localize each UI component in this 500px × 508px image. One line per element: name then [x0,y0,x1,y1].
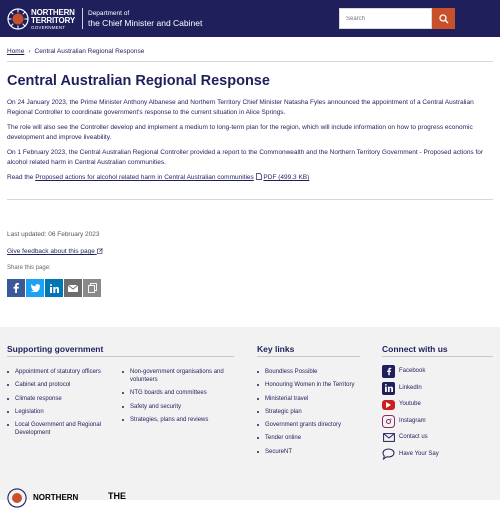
facebook-link[interactable] [382,365,439,378]
footer-link[interactable]: Safety and security [122,403,234,411]
key-links-list [257,368,360,461]
connect-label: Facebook [399,368,426,375]
external-link-icon [97,248,103,254]
footer-link[interactable]: Cabinet and protocol [7,381,119,389]
linkedin-icon [50,284,59,293]
breadcrumb-current: Central Australian Regional Response [34,48,145,55]
facebook-icon [12,283,20,293]
nt-emblem-icon [7,8,29,30]
footer-nt-logo-text[interactable]: NORTHERN [33,493,79,502]
twitter-icon [30,284,40,292]
footer-link[interactable]: Strategic plan [257,408,360,416]
report-link-text: Proposed actions for alcohol related harm in Central Australian communities [35,174,254,181]
feedback-link-text: Give feedback about this page [7,248,95,255]
share-facebook-button[interactable] [7,279,25,297]
facebook-icon [382,365,395,378]
feedback-link[interactable] [7,247,103,256]
connect-label: Contact us [399,434,428,441]
last-updated: Last updated: 06 February 2023 [7,231,100,238]
footer-link[interactable]: NTG boards and committees [122,389,234,397]
department-line-1: Department of [88,10,130,17]
footer-secondary-logo-text[interactable]: THE [108,491,126,501]
search-form [339,8,455,29]
copy-icon [88,283,97,293]
chat-icon [382,448,395,461]
logo-line-3: GOVERNMENT [31,25,66,30]
footer-link[interactable]: SecureNT [257,448,360,456]
breadcrumb [7,47,144,56]
footer-link[interactable]: Appointment of statutory officers [7,368,119,376]
footer-link[interactable]: Tender online [257,434,360,442]
youtube-icon [382,400,395,410]
footer-link[interactable]: Ministerial travel [257,395,360,403]
logo-text [31,9,75,31]
pdf-icon [256,173,262,180]
connect-heading: Connect with us [382,344,448,354]
connect-label: Youtube [399,401,421,408]
key-links-heading: Key links [257,344,295,354]
share-linkedin-button[interactable] [45,279,63,297]
supporting-government-list-1 [7,368,119,442]
report-pdf-link[interactable] [35,174,254,181]
chevron-right-icon: › [28,48,31,55]
connect-label: LinkedIn [399,384,422,391]
footer-link[interactable]: Local Government and Regional Development [7,421,119,437]
footer-link[interactable]: Climate response [7,395,119,403]
department-line-2: the Chief Minister and Cabinet [88,18,203,28]
page-title: Central Australian Regional Response [7,73,270,89]
main-content [7,98,493,189]
footer-divider [7,356,234,357]
read-text: Read the [7,174,34,181]
report-pdf-size-link[interactable] [263,174,309,181]
divider-line [7,61,493,62]
footer-link[interactable]: Government grants directory [257,421,360,429]
linkedin-icon [382,382,395,395]
logo-line-1: NORTHERN [31,8,75,17]
instagram-link[interactable] [382,415,439,428]
header-divider [82,8,83,29]
footer-divider [382,356,493,357]
connect-label: Instagram [399,417,426,424]
search-icon [439,14,449,24]
search-input[interactable] [339,8,432,29]
site-header [0,0,500,37]
department-name[interactable] [88,9,202,29]
nt-emblem-icon [7,488,27,508]
have-your-say-link[interactable] [382,448,439,461]
read-report-line [7,173,493,183]
footer-link[interactable]: Legislation [7,408,119,416]
youtube-link[interactable] [382,398,439,411]
share-email-button[interactable] [64,279,82,297]
copy-link-button[interactable] [83,279,101,297]
paragraph-2: The role will also see the Controller develop and implement a medium to long-term plan for the region, which will include information on how to progress economic development and improve liveability. [7,124,473,141]
share-twitter-button[interactable] [26,279,44,297]
mail-icon [382,431,395,444]
share-buttons [7,279,101,297]
paragraph-1: On 24 January 2023, the Prime Minister Anthony Albanese and Northern Territory Chief Minister Natasha Fyles announced the appointment of a Central Australian Regional Controller to coordinate government's response to the current situation in Alice Springs. [7,99,474,116]
footer-link[interactable]: Strategies, plans and reviews [122,416,234,424]
breadcrumb-home-link[interactable]: Home [7,48,25,55]
supporting-government-list-2 [122,368,234,429]
footer-link[interactable]: Boundless Possible [257,368,360,376]
instagram-icon [382,415,395,428]
nt-government-logo[interactable] [7,7,79,31]
footer-divider [257,356,360,357]
connect-label: Have Your Say [399,450,439,457]
search-button[interactable] [432,8,455,29]
contact-us-link[interactable] [382,431,439,444]
pdf-size: PDF (499.3 KB) [263,174,310,181]
email-icon [68,285,78,292]
footer-link[interactable]: Non-government organisations and volunteers [122,368,234,384]
linkedin-link[interactable] [382,382,439,395]
paragraph-3: On 1 February 2023, the Central Australian Regional Controller provided a report to the Commonwealth and the Northern Territory Government - Proposed actions for alcohol related harm in Central Australian communities. [7,149,484,166]
footer-link[interactable]: Honouring Women in the Territory [257,381,360,389]
share-label: Share this page: [7,265,51,271]
logo-line-2: TERRITORY [31,16,75,25]
supporting-government-heading: Supporting government [7,344,104,354]
connect-list [382,365,439,464]
divider-line [7,199,493,200]
